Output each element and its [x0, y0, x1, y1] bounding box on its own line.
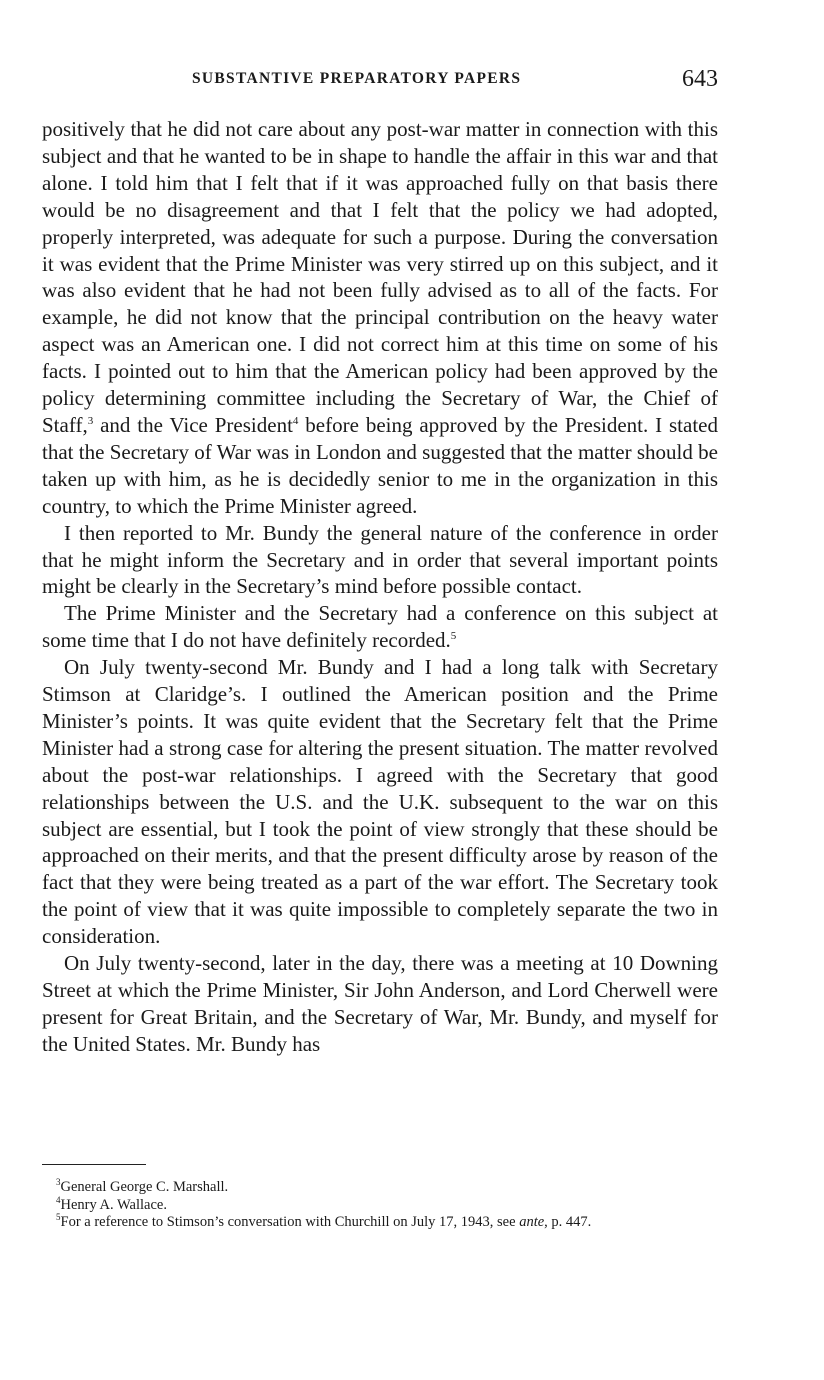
footnote-ref-4[interactable]: 4	[292, 414, 299, 427]
paragraph-text: The Prime Minister and the Secretary had a conference on this subject at some time that I do not have definitely recorded.	[42, 601, 718, 653]
paragraph-text: positively that he did not care about any post-war matter in connection with this subject and that he wanted to be in shape to handle the affair in this war and that alone. I told him that I felt that if it was approached fully on that basis there would be no disagreement and that I felt that the policy we had adopted, properly interpreted, was adequate for such a purpose. During the conversation it was evident that the Prime Minister was very stirred up on this subject, and it was also evident that he had not been fully advised as to all of the facts. For example, he did not know that the principal contribution on the heavy water aspect was an American one. I did not correct him at this time on some of his facts. I pointed out to him that the American policy had been approved by the policy determining committee including the Secretary of War, the Chief of Staff,	[42, 117, 718, 437]
footnote-4	[42, 1194, 722, 1215]
paragraph	[42, 600, 718, 654]
paragraph: On July twenty-second Mr. Bundy and I had a long talk with Secretary Stimson at Claridge’s. I outlined the American position and the Prime Minister’s points. It was quite evident that the Secretary felt that the Prime Minister had a strong case for altering the present situation. The matter revolved about the post-war relationships. I agreed with the Secretary that good relationships between the U.S. and the U.K. subsequent to the war on this subject are essential, but I took the point of view strongly that these should be approached on their merits, and that the present difficulty arose by reason of the fact that they were being treated as a part of the war effort. The Secretary took the point of view that it was quite impossible to completely separate the two in consideration.	[42, 655, 718, 949]
footnote-text: General George C. Marshall.	[60, 1179, 229, 1195]
page-number: 643	[682, 66, 718, 92]
paragraph-continued	[42, 116, 718, 520]
paragraph-text: and the Vice President	[93, 412, 293, 437]
footnote-ref-5[interactable]: 5	[450, 630, 457, 643]
footnote-text: For a reference to Stimson’s conversation with Churchill on July 17, 1943, see	[60, 1214, 520, 1231]
running-head: SUBSTANTIVE PREPARATORY PAPERS	[192, 70, 522, 87]
footnote-5	[42, 1214, 722, 1232]
footnote-italic: ante	[519, 1214, 545, 1231]
footnote-3	[42, 1179, 722, 1197]
footnote-number: 5	[56, 1212, 61, 1223]
paragraph: On July twenty-second, later in the day, there was a meeting at 10 Downing Street at which the Prime Minister, Sir John Anderson, and Lord Cherwell were present for Great Britain, and the Secretary of War, Mr. Bundy, and myself for the United States. Mr. Bundy has	[42, 951, 718, 1056]
footnote-divider	[42, 1164, 146, 1165]
footnotes	[42, 1179, 722, 1232]
footnote-text: Henry A. Wallace.	[60, 1196, 167, 1213]
page-header	[42, 66, 718, 102]
footnote-number: 3	[56, 1177, 61, 1188]
footnote-ref-3[interactable]: 3	[87, 414, 94, 427]
footnote-number: 4	[56, 1194, 61, 1205]
footnote-text-tail: , p. 447.	[544, 1214, 592, 1231]
body-text	[42, 116, 718, 1058]
paragraph-text: before being approved by the President. I stated that the Secretary of War was in London and suggested that the matter should be taken up with him, as he is decidedly senior to me in the organization in this country, to which the Prime Minister agreed.	[42, 412, 718, 518]
paragraph: I then reported to Mr. Bundy the general nature of the conference in order that he might inform the Secretary and in order that several important points might be clearly in the Secretary’s mind before possible contact.	[42, 520, 718, 599]
